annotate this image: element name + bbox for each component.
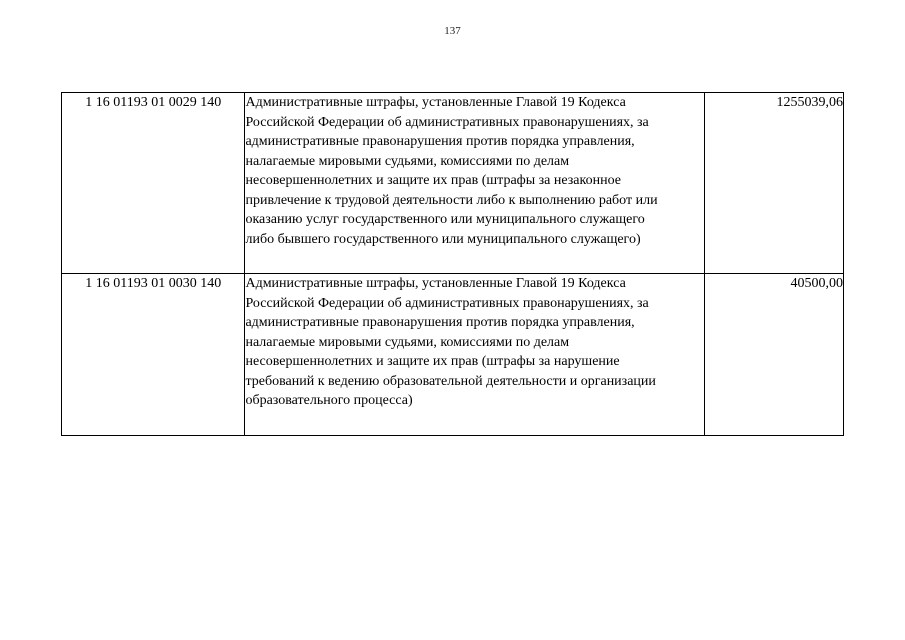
description-line: административные правонарушения против порядка управления, — [245, 315, 635, 330]
description-line: привлечение к трудовой деятельности либо к выполнению работ или — [245, 192, 658, 208]
page-number: 137 — [444, 25, 461, 37]
description-line: административные правонарушения против порядка управления, — [245, 134, 635, 149]
description-line: либо бывшего государственного или муниципального служащего) — [245, 231, 641, 247]
description-line: Административные штрафы, установленные Главой 19 Кодекса — [245, 95, 626, 110]
description-line: оказанию услуг государственного или муниципального служащего — [245, 212, 645, 227]
description-line: налагаемые мировыми судьями, комиссиями по делам — [245, 334, 570, 350]
description-cell — [245, 274, 704, 436]
table-row — [62, 274, 844, 436]
description-line: требований к ведению образовательной деятельности и организации — [245, 373, 656, 389]
amount-cell: 40500,00 — [704, 274, 843, 436]
description-line: Российской Федерации об административных правонарушениях, за — [245, 114, 649, 130]
description-line: Российской Федерации об административных правонарушениях, за — [245, 295, 649, 311]
description-cell — [245, 93, 704, 274]
budget-code-cell: 1 16 01193 01 0029 140 — [62, 93, 245, 274]
description-line: несовершеннолетних и защите их прав (штрафы за незаконное — [245, 173, 621, 188]
amount-cell: 1255039,06 — [704, 93, 843, 274]
description-line: налагаемые мировыми судьями, комиссиями по делам — [245, 153, 570, 169]
table-row — [62, 93, 844, 274]
budget-code-cell: 1 16 01193 01 0030 140 — [62, 274, 245, 436]
description-line: несовершеннолетних и защите их прав (штрафы за нарушение — [245, 354, 620, 369]
budget-table — [61, 92, 844, 436]
description-line: образовательного процесса) — [245, 393, 413, 408]
description-line: Административные штрафы, установленные Главой 19 Кодекса — [245, 276, 626, 291]
